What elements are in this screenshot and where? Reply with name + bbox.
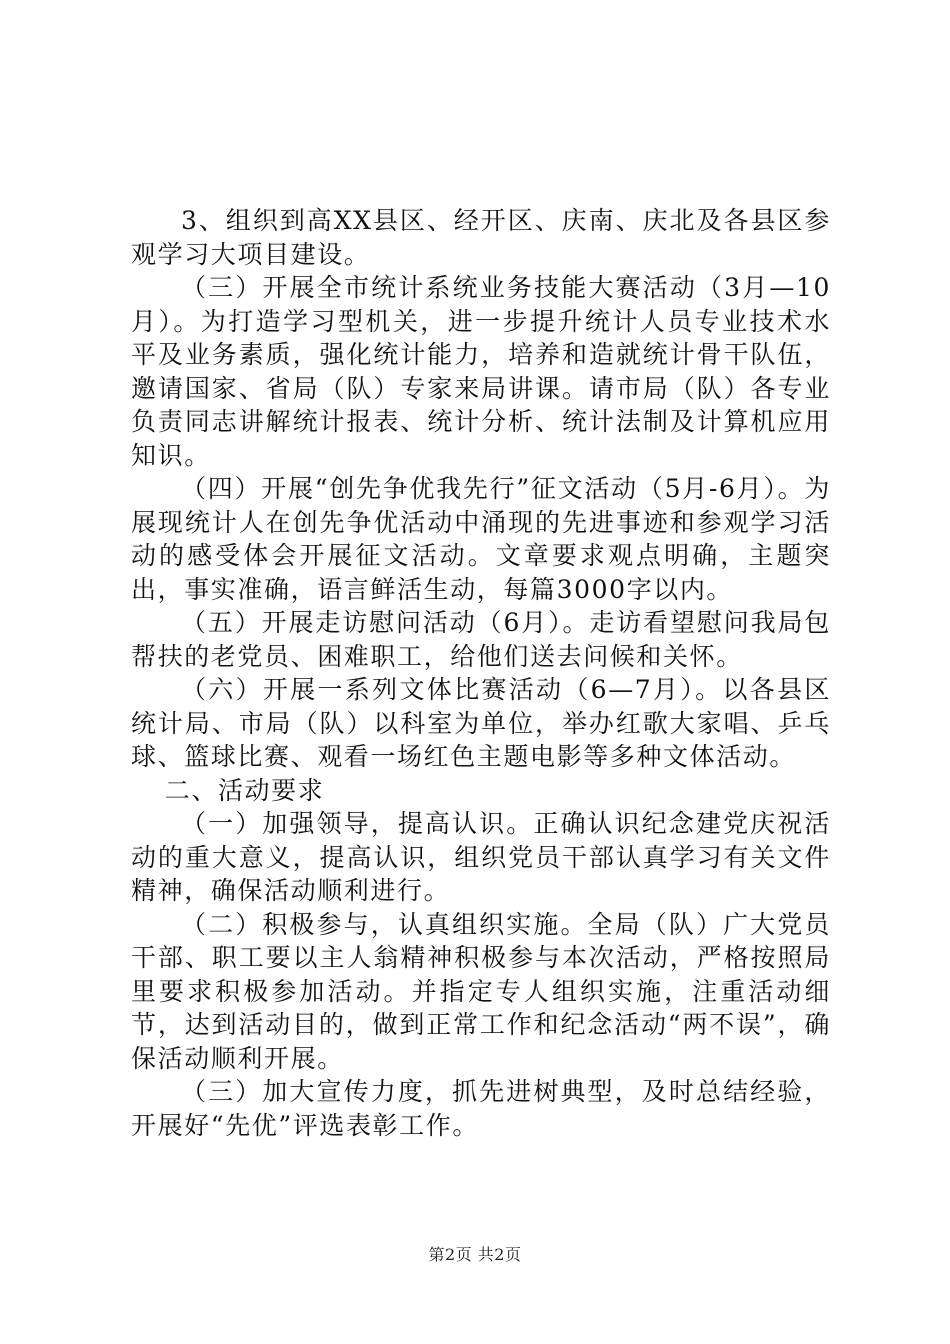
paragraph-section-5: （五）开展走访慰问活动（6月）。走访看望慰问我局包帮扶的老党员、困难职工，给他们送去问候和关怀。 — [131, 608, 831, 671]
paragraph-section-3: （三）开展全市统计系统业务技能大赛活动（3月—10月）。为打造学习型机关，进一步提升统计人员专业技术水平及业务素质，强化统计能力，培养和造就统计骨干队伍，邀请国家、省局（队）专家来局讲课。请市局（队）各专业负责同志讲解统计报表、统计分析、统计法制及计算机应用知识。 — [131, 273, 831, 470]
section-heading-requirements: 二、活动要求 — [164, 775, 325, 805]
document-body — [131, 204, 831, 1142]
paragraph-requirement-2: （二）积极参与，认真组织实施。全局（队）广大党员干部、职工要以主人翁精神积极参与本次活动，严格按照局里要求积极参加活动。并指定专人组织实施，注重活动细节，达到活动目的，做到正常工作和纪念活动“两不误”，确保活动顺利开展。 — [131, 909, 831, 1073]
paragraph-section-4: （四）开展“创先争优我先行”征文活动（5月-6月）。为展现统计人在创先争优活动中涌现的先进事迹和参观学习活动的感受体会开展征文活动。文章要求观点明确，主题突出，事实准确，语言鲜活生动，每篇3000字以内。 — [131, 474, 831, 604]
page-number-footer: 第2页 共2页 — [428, 1245, 522, 1264]
paragraph-requirement-1: （一）加强领导，提高认识。正确认识纪念建党庆祝活动的重大意义，提高认识，组织党员干部认真学习有关文件精神，确保活动顺利进行。 — [131, 809, 831, 905]
paragraph-item-3: 3、组织到高XX县区、经开区、庆南、庆北及各县区参观学习大项目建设。 — [131, 206, 831, 269]
paragraph-section-6: （六）开展一系列文体比赛活动（6—7月）。以各县区统计局、市局（队）以科室为单位，举办红歌大家唱、乒乓球、篮球比赛、观看一场红色主题电影等多种文体活动。 — [131, 675, 831, 771]
paragraph-requirement-3: （三）加大宣传力度，抓先进树典型，及时总结经验，开展好“先优”评选表彰工作。 — [131, 1077, 831, 1140]
